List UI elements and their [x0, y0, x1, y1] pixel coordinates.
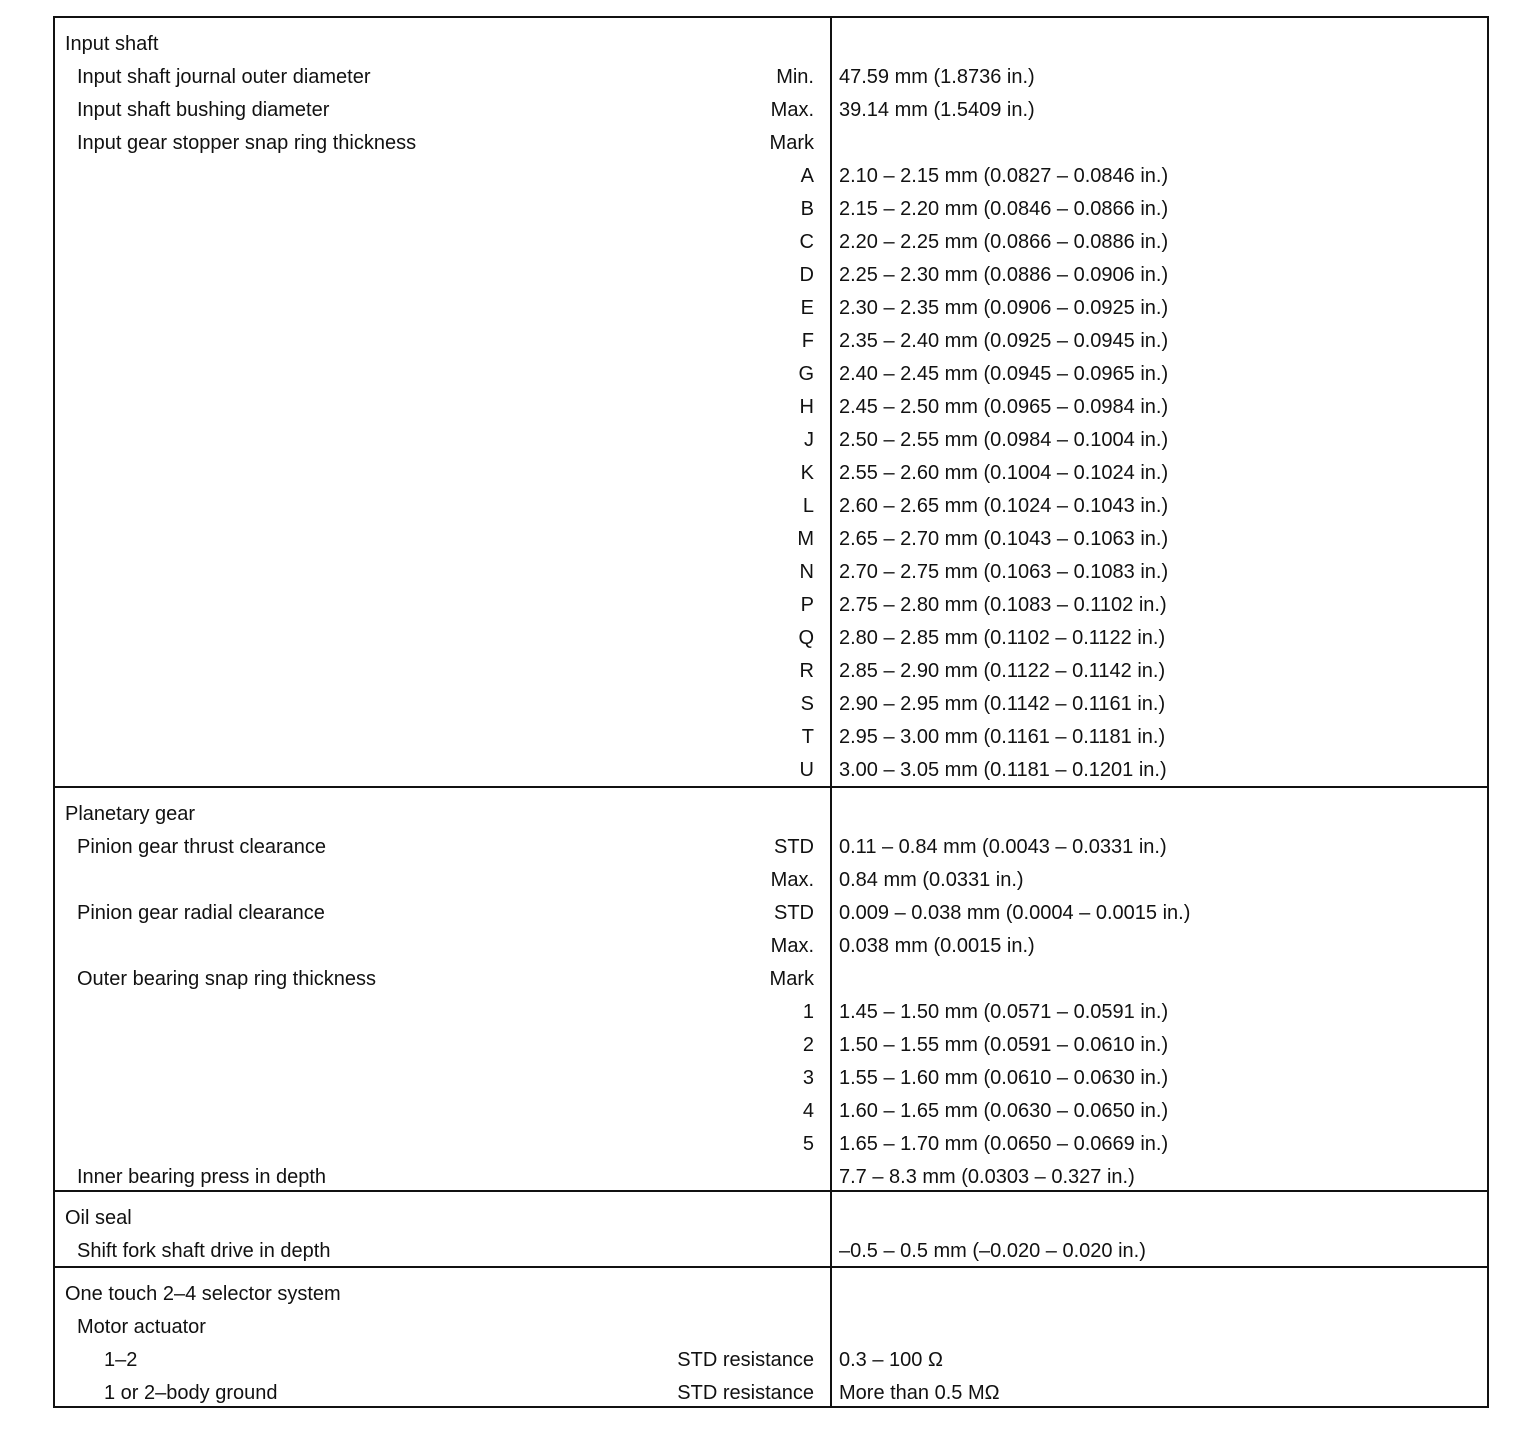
- spec-value: –0.5 – 0.5 mm (–0.020 – 0.020 in.): [839, 1240, 1146, 1262]
- spec-condition: K: [800, 462, 814, 484]
- section-title-row: [55, 1202, 1487, 1235]
- spec-row: [55, 655, 1487, 688]
- spec-row: [55, 127, 1487, 160]
- spec-row: [55, 556, 1487, 589]
- spec-row: [55, 424, 1487, 457]
- spec-condition: B: [800, 198, 814, 220]
- spec-row: [55, 1377, 1487, 1410]
- spec-condition: 5: [802, 1133, 814, 1155]
- spec-condition: Mark: [769, 968, 814, 990]
- spec-row: [55, 325, 1487, 358]
- section-title: Input shaft: [65, 33, 159, 55]
- spec-row: [55, 688, 1487, 721]
- spec-condition: E: [800, 297, 814, 319]
- spec-condition: M: [797, 528, 814, 550]
- spec-value: 0.009 – 0.038 mm (0.0004 – 0.0015 in.): [839, 902, 1191, 924]
- spec-value: 2.90 – 2.95 mm (0.1142 – 0.1161 in.): [839, 693, 1166, 715]
- spec-condition: STD: [774, 902, 814, 924]
- spec-value: 1.45 – 1.50 mm (0.0571 – 0.0591 in.): [839, 1001, 1169, 1023]
- section-oil-seal: [55, 1190, 1487, 1266]
- spec-value: 2.50 – 2.55 mm (0.0984 – 0.1004 in.): [839, 429, 1169, 451]
- spec-label: Motor actuator: [77, 1316, 206, 1338]
- spec-row: [55, 721, 1487, 754]
- spec-row: [55, 864, 1487, 897]
- section-title: Planetary gear: [65, 803, 196, 825]
- spec-row: [55, 930, 1487, 963]
- section-planetary-gear: [55, 786, 1487, 1190]
- spec-row: [55, 94, 1487, 127]
- spec-value: 47.59 mm (1.8736 in.): [839, 66, 1035, 88]
- spec-condition: D: [799, 264, 814, 286]
- section-title: One touch 2–4 selector system: [65, 1283, 341, 1305]
- spec-row: [55, 1344, 1487, 1377]
- spec-row: [55, 490, 1487, 523]
- spec-row: [55, 754, 1487, 787]
- spec-row: [55, 226, 1487, 259]
- spec-label: Input shaft journal outer diameter: [77, 66, 371, 88]
- spec-condition: L: [802, 495, 814, 517]
- spec-condition: R: [799, 660, 814, 682]
- spec-label: Pinion gear thrust clearance: [77, 836, 327, 858]
- spec-label: Input gear stopper snap ring thickness: [77, 132, 417, 154]
- spec-value: 2.85 – 2.90 mm (0.1122 – 0.1142 in.): [839, 660, 1166, 682]
- spec-value: 1.60 – 1.65 mm (0.0630 – 0.0650 in.): [839, 1100, 1169, 1122]
- spec-value: 7.7 – 8.3 mm (0.0303 – 0.327 in.): [839, 1166, 1135, 1188]
- section-title: Oil seal: [65, 1207, 132, 1229]
- spec-label: Outer bearing snap ring thickness: [77, 968, 377, 990]
- spec-label: 1 or 2–body ground: [104, 1382, 278, 1404]
- spec-condition: N: [799, 561, 814, 583]
- spec-condition: 4: [802, 1100, 814, 1122]
- spec-row: [55, 831, 1487, 864]
- spec-row: [55, 1128, 1487, 1161]
- spec-label: 1–2: [104, 1349, 138, 1371]
- spec-value: 2.65 – 2.70 mm (0.1043 – 0.1063 in.): [839, 528, 1169, 550]
- spec-value: 2.60 – 2.65 mm (0.1024 – 0.1043 in.): [839, 495, 1169, 517]
- spec-condition: Min.: [776, 66, 814, 88]
- spec-value: 2.15 – 2.20 mm (0.0846 – 0.0866 in.): [839, 198, 1169, 220]
- spec-condition: H: [799, 396, 814, 418]
- section-title-row: [55, 28, 1487, 61]
- spec-value: 2.10 – 2.15 mm (0.0827 – 0.0846 in.): [839, 165, 1169, 187]
- spec-value: 2.45 – 2.50 mm (0.0965 – 0.0984 in.): [839, 396, 1169, 418]
- spec-value: 2.40 – 2.45 mm (0.0945 – 0.0965 in.): [839, 363, 1169, 385]
- spec-row: [55, 292, 1487, 325]
- spec-value: More than 0.5 MΩ: [839, 1382, 1000, 1404]
- spec-value: 3.00 – 3.05 mm (0.1181 – 0.1201 in.): [839, 759, 1167, 781]
- spec-row: [55, 996, 1487, 1029]
- spec-label: Input shaft bushing diameter: [77, 99, 330, 121]
- spec-value: 2.75 – 2.80 mm (0.1083 – 0.1102 in.): [839, 594, 1167, 616]
- spec-row: [55, 897, 1487, 930]
- spec-value: 2.35 – 2.40 mm (0.0925 – 0.0945 in.): [839, 330, 1169, 352]
- spec-row: [55, 457, 1487, 490]
- spec-row: [55, 1311, 1487, 1344]
- spec-value: 2.95 – 3.00 mm (0.1161 – 0.1181 in.): [839, 726, 1166, 748]
- section-one-touch-2-4-selector-system: [55, 1266, 1487, 1406]
- spec-value: 0.3 – 100 Ω: [839, 1349, 943, 1371]
- spec-condition: G: [798, 363, 814, 385]
- spec-row: [55, 1095, 1487, 1128]
- spec-condition: 1: [802, 1001, 814, 1023]
- spec-row: [55, 259, 1487, 292]
- spec-label: Inner bearing press in depth: [77, 1166, 327, 1188]
- spec-value: 1.65 – 1.70 mm (0.0650 – 0.0669 in.): [839, 1133, 1169, 1155]
- spec-condition: STD resistance: [677, 1349, 814, 1371]
- section-title-row: [55, 798, 1487, 831]
- spec-row: [55, 358, 1487, 391]
- spec-condition: Max.: [770, 869, 814, 891]
- spec-condition: J: [804, 429, 814, 451]
- spec-condition: F: [801, 330, 814, 352]
- spec-condition: Mark: [769, 132, 814, 154]
- spec-condition: STD resistance: [677, 1382, 814, 1404]
- spec-row: [55, 622, 1487, 655]
- spec-label: Shift fork shaft drive in depth: [77, 1240, 331, 1262]
- spec-value: 2.20 – 2.25 mm (0.0866 – 0.0886 in.): [839, 231, 1169, 253]
- spec-condition: U: [799, 759, 814, 781]
- spec-value: 2.25 – 2.30 mm (0.0886 – 0.0906 in.): [839, 264, 1169, 286]
- spec-row: [55, 1062, 1487, 1095]
- spec-condition: 3: [802, 1067, 814, 1089]
- spec-value: 1.50 – 1.55 mm (0.0591 – 0.0610 in.): [839, 1034, 1169, 1056]
- spec-row: [55, 193, 1487, 226]
- spec-row: [55, 391, 1487, 424]
- spec-table: [53, 16, 1489, 1408]
- spec-value: 0.11 – 0.84 mm (0.0043 – 0.0331 in.): [839, 836, 1167, 858]
- spec-value: 0.038 mm (0.0015 in.): [839, 935, 1035, 957]
- spec-row: [55, 523, 1487, 556]
- spec-value: 2.80 – 2.85 mm (0.1102 – 0.1122 in.): [839, 627, 1166, 649]
- spec-condition: Max.: [770, 99, 814, 121]
- spec-value: 2.70 – 2.75 mm (0.1063 – 0.1083 in.): [839, 561, 1169, 583]
- spec-row: [55, 160, 1487, 193]
- spec-condition: Max.: [770, 935, 814, 957]
- section-title-row: [55, 1278, 1487, 1311]
- spec-condition: STD: [774, 836, 814, 858]
- spec-condition: Q: [798, 627, 814, 649]
- spec-condition: P: [800, 594, 814, 616]
- spec-row: [55, 963, 1487, 996]
- spec-row: [55, 1029, 1487, 1062]
- spec-row: [55, 1235, 1487, 1268]
- spec-value: 1.55 – 1.60 mm (0.0610 – 0.0630 in.): [839, 1067, 1169, 1089]
- spec-row: [55, 589, 1487, 622]
- spec-condition: 2: [802, 1034, 814, 1056]
- spec-value: 2.55 – 2.60 mm (0.1004 – 0.1024 in.): [839, 462, 1169, 484]
- section-input-shaft: [55, 18, 1487, 786]
- spec-condition: C: [799, 231, 814, 253]
- spec-value: 2.30 – 2.35 mm (0.0906 – 0.0925 in.): [839, 297, 1169, 319]
- spec-condition: T: [801, 726, 814, 748]
- spec-label: Pinion gear radial clearance: [77, 902, 325, 924]
- spec-value: 0.84 mm (0.0331 in.): [839, 869, 1024, 891]
- spec-condition: A: [800, 165, 814, 187]
- spec-value: 39.14 mm (1.5409 in.): [839, 99, 1035, 121]
- spec-row: [55, 61, 1487, 94]
- spec-condition: S: [800, 693, 814, 715]
